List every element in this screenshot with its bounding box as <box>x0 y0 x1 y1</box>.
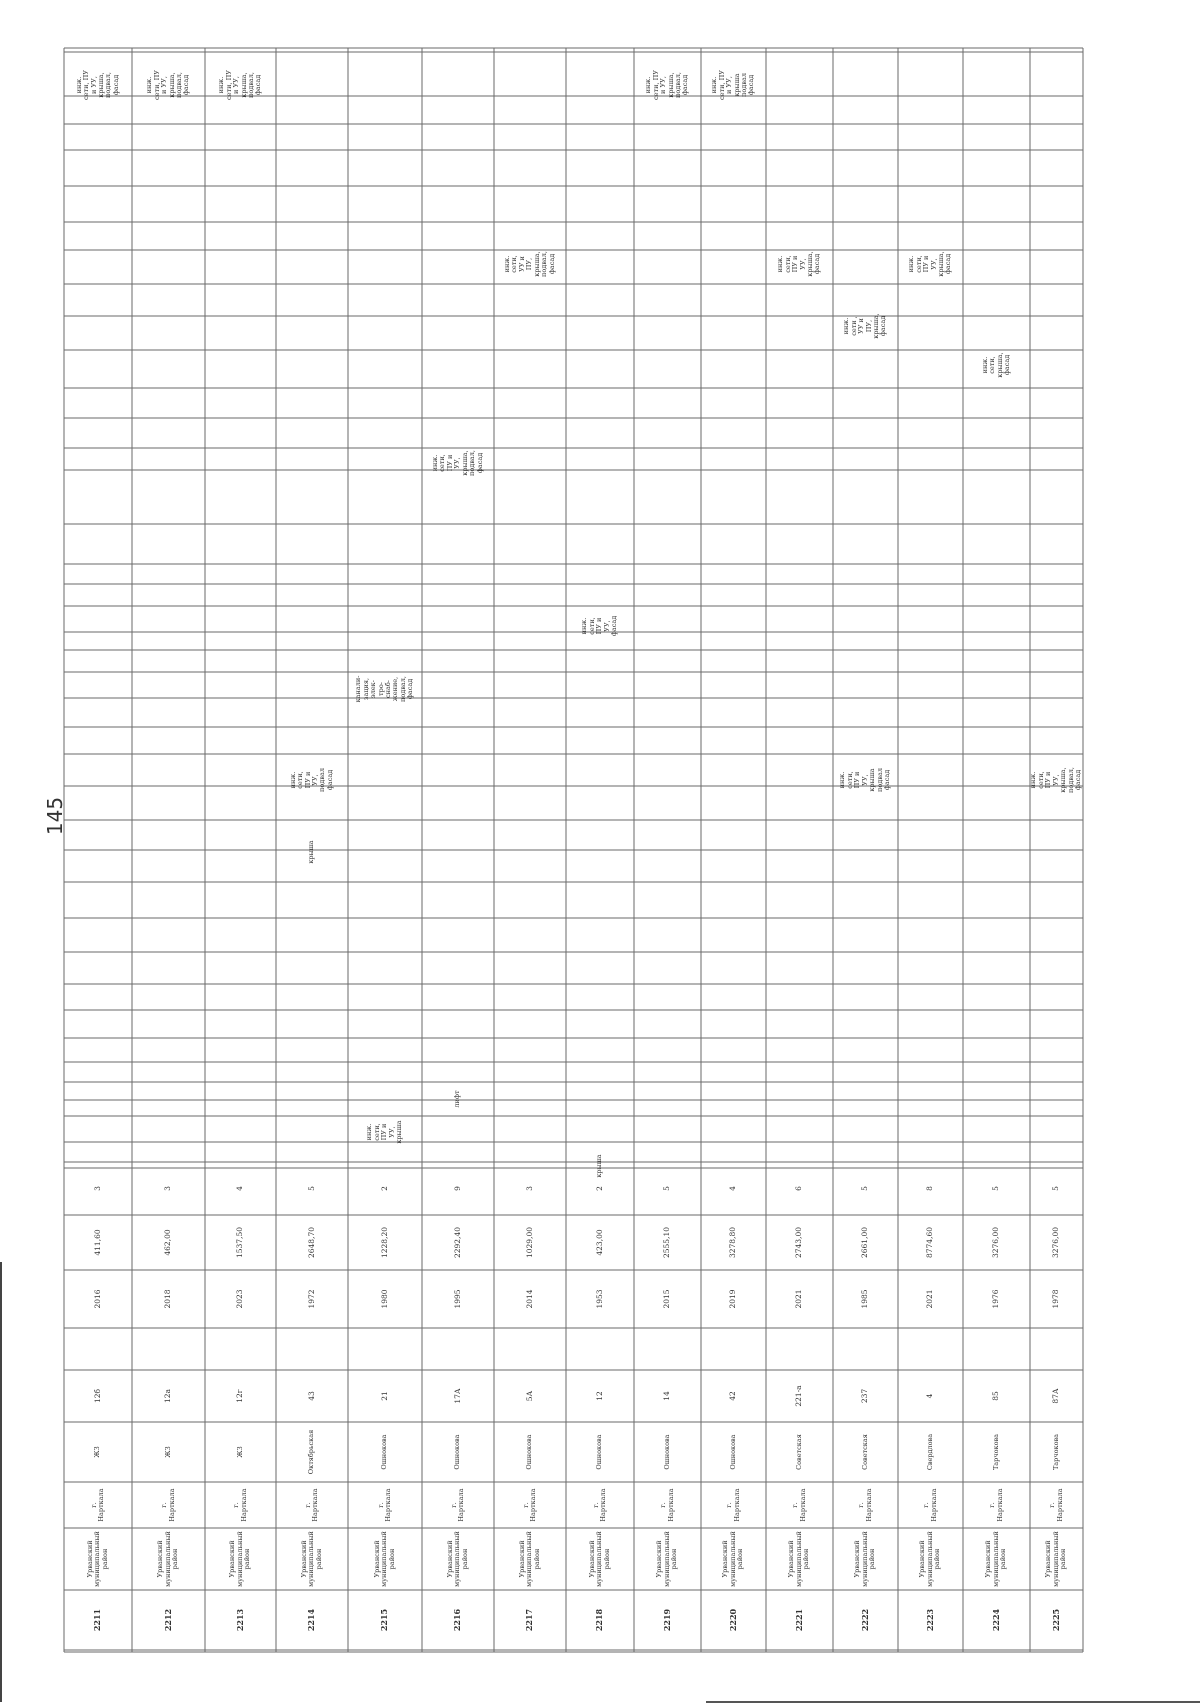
house-number-cell: 5А <box>524 1390 534 1402</box>
settlement-cell: г. Нарткала <box>725 1488 741 1522</box>
total-area-cell: 462,00 <box>163 1229 173 1256</box>
row-number: 2223 <box>924 1608 935 1632</box>
municipality-cell: Урванский муниципальный район <box>721 1531 745 1587</box>
street-cell: Ошнокова <box>728 1434 737 1470</box>
settlement-cell: г. Нарткала <box>160 1488 176 1522</box>
street-cell: ЖЗ <box>163 1446 172 1458</box>
work-type-cell: инж. сети, ПУ и УУ, крыша, подвал, фасад <box>1029 767 1083 793</box>
row-number: 2225 <box>1050 1608 1061 1632</box>
municipality-cell: Урванский муниципальный район <box>299 1531 323 1587</box>
total-area-cell: 8774,60 <box>925 1227 935 1259</box>
municipality-cell: Урванский муниципальный район <box>517 1531 541 1587</box>
house-number-cell: 87А <box>1051 1388 1061 1404</box>
year-built-cell: 2014 <box>524 1289 534 1309</box>
total-area-cell: 1029,00 <box>524 1227 534 1259</box>
total-area-cell: 3276,00 <box>1051 1227 1061 1259</box>
work-type-cell: инж. сети, ПУ и УУ, подвал фасад <box>288 768 334 792</box>
house-number-cell: 42 <box>728 1391 738 1401</box>
row-number: 2213 <box>234 1608 245 1632</box>
settlement-cell: г. Нарткала <box>449 1488 465 1522</box>
house-number-cell: 17А <box>452 1388 462 1404</box>
year-built-cell: 2016 <box>92 1289 102 1309</box>
settlement-cell: г. Нарткала <box>857 1488 873 1522</box>
street-cell: Ошнокова <box>525 1434 534 1470</box>
municipality-cell: Урванский муниципальный район <box>918 1531 942 1587</box>
row-number: 2211 <box>92 1608 103 1632</box>
row-number: 2212 <box>162 1608 173 1632</box>
total-area-cell: 2292,40 <box>452 1227 462 1259</box>
work-type-cell: канали- зация, элек- тро- снаб- жение, подвал, фасад <box>354 675 415 703</box>
floors-cell: 2 <box>379 1186 389 1191</box>
total-area-cell: 2648,70 <box>306 1227 316 1259</box>
municipality-cell: Урванский муниципальный район <box>445 1531 469 1587</box>
street-cell: Свердлова <box>925 1433 934 1471</box>
row-number: 2221 <box>793 1608 804 1632</box>
settlement-cell: г. Нарткала <box>659 1488 675 1522</box>
total-area-cell: 3278,80 <box>728 1227 738 1259</box>
floors-cell: 5 <box>860 1186 870 1191</box>
floors-cell: 2 <box>594 1186 604 1191</box>
floors-cell: 4 <box>235 1186 245 1191</box>
row-number: 2214 <box>306 1608 317 1632</box>
settlement-cell: г. Нарткала <box>791 1488 807 1522</box>
house-number-cell: 12б <box>92 1388 102 1404</box>
year-built-cell: 2018 <box>163 1289 173 1309</box>
work-type-cell: инж. сети, ПУ и УУ, фасад <box>580 615 619 637</box>
year-built-cell: 1953 <box>594 1289 604 1309</box>
street-cell: Октябрьская <box>307 1429 316 1475</box>
year-built-cell: 1976 <box>991 1289 1001 1309</box>
street-cell: Ошнокова <box>595 1434 604 1470</box>
row-number: 2220 <box>727 1608 738 1632</box>
municipality-cell: Урванский муниципальный район <box>85 1531 109 1587</box>
settlement-cell: г. Нарткала <box>591 1488 607 1522</box>
street-cell: ЖЗ <box>235 1446 244 1458</box>
year-built-cell: 1978 <box>1051 1289 1061 1309</box>
floors-cell: 8 <box>925 1186 935 1191</box>
year-built-cell: 2019 <box>728 1289 738 1309</box>
street-cell: Ошнокова <box>453 1434 462 1470</box>
year-built-cell: 1985 <box>860 1289 870 1309</box>
total-area-cell: 2555,10 <box>662 1227 672 1259</box>
house-number-cell: 221-а <box>794 1385 804 1407</box>
work-type-cell: инж. сети, ПУ и УУ, крыша, подвал, фасад <box>74 70 120 100</box>
street-cell: ЖЗ <box>93 1446 102 1458</box>
work-type-cell: крыша <box>307 840 316 864</box>
year-built-cell: 1972 <box>306 1289 316 1309</box>
row-number: 2219 <box>661 1608 672 1632</box>
municipality-cell: Урванский муниципальный район <box>984 1531 1008 1587</box>
total-area-cell: 411,60 <box>92 1229 102 1256</box>
work-type-cell: лифт <box>453 1090 462 1108</box>
year-built-cell: 1980 <box>379 1289 389 1309</box>
floors-cell: 5 <box>662 1186 672 1191</box>
settlement-cell: г. Нарткала <box>376 1488 392 1522</box>
floors-cell: 5 <box>1051 1186 1061 1191</box>
house-number-cell: 12 <box>594 1391 604 1401</box>
work-type-cell: инж. сети, ПУ и УУ, крыша, подвал, фасад <box>145 70 191 100</box>
scan-edge-mark <box>706 1701 1200 1703</box>
total-area-cell: 423,00 <box>594 1229 604 1256</box>
floors-cell: 9 <box>452 1186 462 1191</box>
total-area-cell: 2661,00 <box>860 1227 870 1259</box>
house-number-cell: 21 <box>379 1391 389 1401</box>
floors-cell: 3 <box>92 1186 102 1191</box>
municipality-cell: Урванский муниципальный район <box>372 1531 396 1587</box>
year-built-cell: 1995 <box>452 1289 462 1309</box>
scan-edge-mark <box>0 1262 2 1702</box>
work-type-cell: инж. сети, ПУ и УУ, крыша подвал фасад <box>838 768 892 792</box>
work-type-cell: инж. сети, ПУ и УУ, крыша, фасад <box>907 251 953 277</box>
house-number-cell: 14 <box>662 1391 672 1401</box>
floors-cell: 3 <box>163 1186 173 1191</box>
house-number-cell: 12а <box>163 1389 173 1404</box>
municipality-cell: Урванский муниципальный район <box>587 1531 611 1587</box>
house-number-cell: 237 <box>860 1388 870 1404</box>
work-type-cell: инж. сети, УУ и ПУ, крыша, подвал, фасад <box>502 251 556 277</box>
settlement-cell: г. Нарткала <box>988 1488 1004 1522</box>
house-number-cell: 4 <box>925 1393 935 1399</box>
work-type-cell: инж. сети, ПУ и УУ, крыша подвал фасад <box>710 70 756 100</box>
work-type-cell: инж. сети, ПУ и УУ, крыша, фасад <box>776 251 822 277</box>
total-area-cell: 1228,20 <box>379 1227 389 1259</box>
row-number: 2224 <box>990 1608 1001 1632</box>
work-type-cell: крыша <box>595 1154 604 1178</box>
municipality-cell: Урванский муниципальный район <box>156 1531 180 1587</box>
floors-cell: 4 <box>728 1186 738 1191</box>
municipality-cell: Урванский муниципальный район <box>853 1531 877 1587</box>
settlement-cell: г. Нарткала <box>89 1488 105 1522</box>
row-number: 2222 <box>859 1608 870 1632</box>
settlement-cell: г. Нарткала <box>303 1488 319 1522</box>
house-number-cell: 43 <box>306 1391 316 1401</box>
municipality-cell: Урванский муниципальный район <box>787 1531 811 1587</box>
floors-cell: 3 <box>524 1186 534 1191</box>
municipality-cell: Урванский муниципальный район <box>228 1531 252 1587</box>
work-type-cell: инж. сети, ПУ и УУ, крыша <box>365 1120 404 1144</box>
floors-cell: 6 <box>794 1186 804 1191</box>
page-number: 145 <box>43 796 67 836</box>
settlement-cell: г. Нарткала <box>1048 1488 1064 1522</box>
municipality-cell: Урванский муниципальный район <box>1044 1531 1068 1587</box>
year-built-cell: 2021 <box>794 1289 804 1309</box>
street-cell: Тарчокова <box>1051 1433 1060 1471</box>
total-area-cell: 3276,00 <box>991 1227 1001 1259</box>
row-number: 2215 <box>379 1608 390 1632</box>
year-built-cell: 2023 <box>235 1289 245 1309</box>
street-cell: Советская <box>794 1434 803 1470</box>
year-built-cell: 2021 <box>925 1289 935 1309</box>
settlement-cell: г. Нарткала <box>521 1488 537 1522</box>
street-cell: Тарчокова <box>991 1433 1000 1471</box>
floors-cell: 5 <box>991 1186 1001 1191</box>
municipality-cell: Урванский муниципальный район <box>655 1531 679 1587</box>
work-type-cell: инж. сети, ПУ и УУ, крыша, подвал, фасад <box>430 450 484 476</box>
row-number: 2217 <box>524 1608 535 1632</box>
row-number: 2218 <box>594 1608 605 1632</box>
row-number: 2216 <box>452 1608 463 1632</box>
total-area-cell: 2743,00 <box>794 1227 804 1259</box>
floors-cell: 5 <box>306 1186 316 1191</box>
work-type-cell: инж. сети, ПУ и УУ, крыша, подвал, фасад <box>217 70 263 100</box>
total-area-cell: 1537,50 <box>235 1227 245 1259</box>
work-type-cell: инж. сети , УУ и ПУ, крыша, фасад <box>842 313 888 339</box>
street-cell: Ошнокова <box>662 1434 671 1470</box>
work-type-cell: инж. сети, ПУ и УУ, крыша, подвал, фасад <box>644 70 690 100</box>
house-number-cell: 85 <box>991 1391 1001 1401</box>
street-cell: Советская <box>860 1434 869 1470</box>
settlement-cell: г. Нарткала <box>232 1488 248 1522</box>
year-built-cell: 2015 <box>662 1289 672 1309</box>
street-cell: Ошнокова <box>380 1434 389 1470</box>
work-type-cell: инж. сети, крыша, фасад <box>980 352 1011 378</box>
settlement-cell: г. Нарткала <box>922 1488 938 1522</box>
house-number-cell: 12г <box>235 1389 245 1403</box>
